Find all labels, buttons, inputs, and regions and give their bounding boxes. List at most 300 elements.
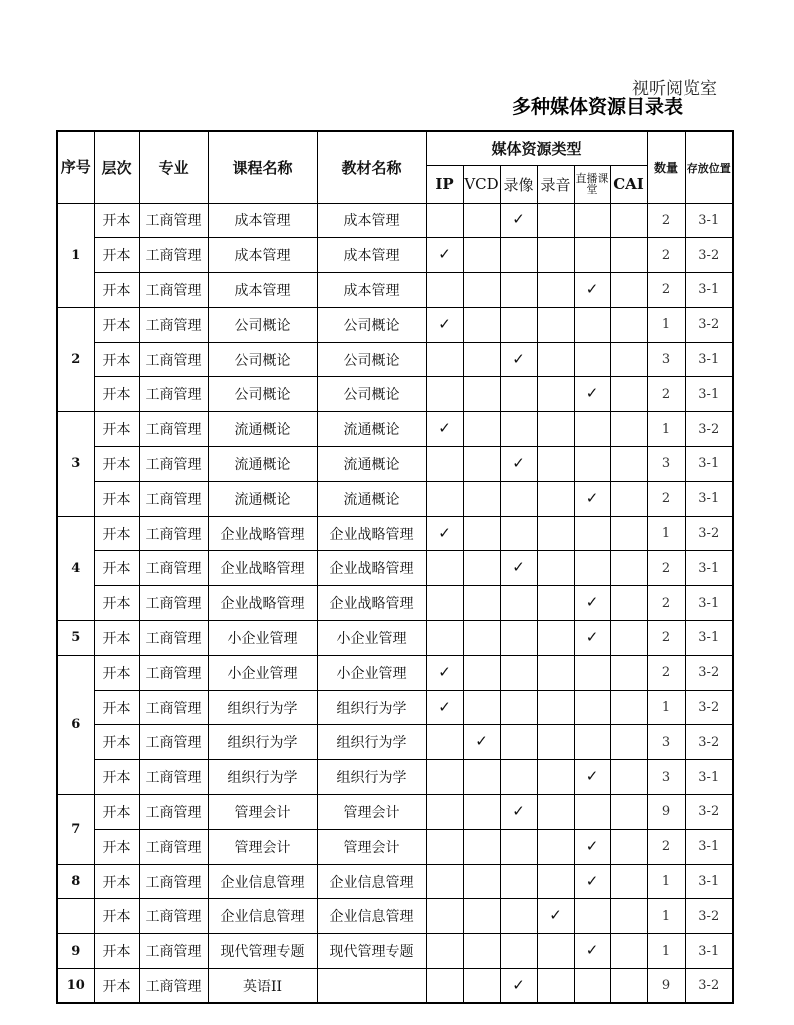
cell-media [537,829,574,864]
cell-media [574,412,610,447]
cell-major: 工商管理 [139,829,208,864]
cell-level: 开本 [94,447,139,482]
cell-media [463,412,500,447]
col-header-textbook: 教材名称 [317,131,426,203]
cell-course: 成本管理 [208,238,317,273]
cell-media [537,412,574,447]
cell-major: 工商管理 [139,516,208,551]
cell-major: 工商管理 [139,412,208,447]
cell-major: 工商管理 [139,934,208,969]
cell-level: 开本 [94,551,139,586]
cell-textbook: 流通概论 [317,412,426,447]
cell-media [537,238,574,273]
cell-quantity: 3 [647,447,685,482]
cell-quantity: 3 [647,725,685,760]
cell-major: 工商管理 [139,795,208,830]
media-type-vcd: VCD [463,165,500,203]
cell-media [610,412,647,447]
cell-media [537,969,574,1004]
cell-media [463,307,500,342]
cell-quantity: 1 [647,307,685,342]
cell-media [426,969,463,1004]
cell-course: 组织行为学 [208,760,317,795]
check-mark-icon: ✓ [585,384,599,403]
cell-media [574,934,610,969]
col-header-quantity: 数量 [647,131,685,203]
cell-media [463,273,500,308]
table-row [57,829,733,864]
resource-catalog-table [56,130,734,1004]
cell-textbook: 企业信息管理 [317,899,426,934]
cell-course: 公司概论 [208,377,317,412]
check-mark-icon: ✓ [512,558,525,577]
cell-textbook: 企业信息管理 [317,864,426,899]
check-mark-icon: ✓ [438,662,451,681]
cell-level: 开本 [94,377,139,412]
check-mark-icon: ✓ [585,767,599,786]
cell-media [426,795,463,830]
cell-media [610,969,647,1004]
cell-media [574,516,610,551]
cell-media [426,760,463,795]
cell-level: 开本 [94,586,139,621]
cell-media [574,969,610,1004]
cell-location: 3-2 [685,725,733,760]
table-row [57,899,733,934]
cell-textbook: 企业战略管理 [317,551,426,586]
cell-quantity: 1 [647,864,685,899]
cell-media [426,586,463,621]
cell-media [610,864,647,899]
check-mark-icon: ✓ [585,279,599,298]
cell-major: 工商管理 [139,307,208,342]
check-mark-icon: ✓ [585,627,599,646]
cell-media [426,342,463,377]
cell-media [574,481,610,516]
cell-media [610,690,647,725]
group-seq: 3 [57,412,94,516]
table-row [57,621,733,656]
cell-textbook: 企业战略管理 [317,586,426,621]
cell-major: 工商管理 [139,273,208,308]
cell-level: 开本 [94,412,139,447]
cell-course: 流通概论 [208,447,317,482]
group-seq: 9 [57,934,94,969]
cell-quantity: 9 [647,969,685,1004]
cell-media [610,899,647,934]
check-mark-icon: ✓ [585,593,599,612]
cell-quantity: 2 [647,481,685,516]
cell-quantity: 2 [647,273,685,308]
cell-quantity: 1 [647,516,685,551]
cell-major: 工商管理 [139,203,208,238]
cell-textbook: 公司概论 [317,307,426,342]
cell-media [463,551,500,586]
check-mark-icon: ✓ [512,349,525,368]
cell-media [426,655,463,690]
check-mark-icon: ✓ [585,488,599,507]
cell-media [463,377,500,412]
cell-major: 工商管理 [139,621,208,656]
cell-media [500,829,537,864]
department-label: 视听阅览室 [632,79,717,99]
col-header-level: 层次 [94,131,139,203]
cell-media [426,551,463,586]
cell-course: 管理会计 [208,795,317,830]
cell-location: 3-1 [685,447,733,482]
cell-major: 工商管理 [139,725,208,760]
cell-course: 企业战略管理 [208,586,317,621]
group-seq: 6 [57,655,94,794]
table-row [57,795,733,830]
cell-media [574,864,610,899]
table-row [57,655,733,690]
cell-course: 流通概论 [208,481,317,516]
cell-media [463,238,500,273]
cell-media [500,412,537,447]
table-row [57,725,733,760]
cell-location: 3-2 [685,238,733,273]
check-mark-icon: ✓ [438,697,451,716]
group-seq: 2 [57,307,94,411]
cell-media [537,516,574,551]
cell-media [537,307,574,342]
cell-textbook: 企业战略管理 [317,516,426,551]
cell-media [574,795,610,830]
cell-location: 3-2 [685,655,733,690]
table-row [57,760,733,795]
table-row [57,516,733,551]
group-seq: 4 [57,516,94,620]
cell-media [426,481,463,516]
table-row [57,307,733,342]
page-title: 多种媒体资源目录表 [512,96,684,118]
cell-media [463,969,500,1004]
cell-media [537,760,574,795]
cell-quantity: 2 [647,203,685,238]
cell-media [500,969,537,1004]
cell-media [537,655,574,690]
cell-media [426,899,463,934]
cell-media [426,725,463,760]
cell-media [610,551,647,586]
cell-media [537,481,574,516]
table-row [57,342,733,377]
check-mark-icon: ✓ [438,314,451,333]
cell-media [537,864,574,899]
cell-media [463,342,500,377]
cell-media [537,586,574,621]
cell-location: 3-1 [685,203,733,238]
cell-media [500,342,537,377]
cell-location: 3-1 [685,342,733,377]
cell-quantity: 2 [647,829,685,864]
cell-media [500,551,537,586]
cell-course: 公司概论 [208,307,317,342]
cell-level: 开本 [94,864,139,899]
cell-media [574,307,610,342]
col-header-location: 存放位置 [685,131,733,203]
cell-level: 开本 [94,621,139,656]
cell-media [500,795,537,830]
cell-course: 企业战略管理 [208,516,317,551]
cell-media [426,447,463,482]
cell-location: 3-1 [685,273,733,308]
cell-level: 开本 [94,238,139,273]
cell-media [610,342,647,377]
check-mark-icon: ✓ [512,975,525,994]
table-row [57,412,733,447]
cell-media [426,621,463,656]
cell-course: 小企业管理 [208,655,317,690]
cell-media [537,899,574,934]
cell-course: 企业战略管理 [208,551,317,586]
cell-media [574,377,610,412]
cell-media [610,934,647,969]
cell-media [500,516,537,551]
cell-course: 组织行为学 [208,725,317,760]
cell-course: 流通概论 [208,412,317,447]
cell-level: 开本 [94,760,139,795]
cell-location: 3-1 [685,481,733,516]
cell-media [463,203,500,238]
table-row [57,377,733,412]
cell-course: 企业信息管理 [208,899,317,934]
cell-quantity: 1 [647,899,685,934]
cell-media [500,377,537,412]
group-seq [57,899,94,934]
cell-media [426,690,463,725]
cell-level: 开本 [94,516,139,551]
cell-media [574,342,610,377]
cell-quantity: 3 [647,760,685,795]
cell-textbook: 组织行为学 [317,760,426,795]
check-mark-icon: ✓ [585,836,599,855]
cell-textbook: 流通概论 [317,447,426,482]
media-type-live-class: 直播课堂 [574,165,610,203]
catalog-body [57,203,733,1003]
cell-media [426,412,463,447]
cell-media [610,238,647,273]
cell-media [426,516,463,551]
cell-media [500,725,537,760]
cell-media [463,655,500,690]
check-mark-icon: ✓ [475,732,488,751]
cell-location: 3-1 [685,586,733,621]
cell-quantity: 2 [647,655,685,690]
cell-major: 工商管理 [139,342,208,377]
cell-media [463,899,500,934]
cell-quantity: 3 [647,342,685,377]
cell-media [500,690,537,725]
table-row [57,690,733,725]
media-type-ip: IP [426,165,463,203]
cell-course: 现代管理专题 [208,934,317,969]
cell-location: 3-1 [685,377,733,412]
cell-location: 3-2 [685,516,733,551]
group-seq: 5 [57,621,94,656]
cell-media [537,725,574,760]
table-row [57,238,733,273]
cell-level: 开本 [94,969,139,1004]
cell-quantity: 2 [647,377,685,412]
cell-media [610,655,647,690]
cell-textbook [317,969,426,1004]
cell-quantity: 9 [647,795,685,830]
cell-quantity: 2 [647,621,685,656]
col-header-media-group: 媒体资源类型 [426,131,647,165]
cell-course: 成本管理 [208,203,317,238]
cell-major: 工商管理 [139,551,208,586]
check-mark-icon: ✓ [585,871,599,890]
media-type-cai: CAI [610,165,647,203]
cell-course: 企业信息管理 [208,864,317,899]
table-row [57,551,733,586]
cell-major: 工商管理 [139,655,208,690]
cell-media [463,795,500,830]
cell-media [463,760,500,795]
cell-level: 开本 [94,829,139,864]
cell-major: 工商管理 [139,690,208,725]
cell-media [463,690,500,725]
cell-media [537,934,574,969]
check-mark-icon: ✓ [512,453,525,472]
cell-media [574,690,610,725]
check-mark-icon: ✓ [438,245,451,264]
cell-media [610,516,647,551]
cell-media [426,377,463,412]
cell-media [500,481,537,516]
cell-media [426,864,463,899]
cell-media [574,551,610,586]
cell-quantity: 1 [647,412,685,447]
cell-textbook: 成本管理 [317,273,426,308]
cell-major: 工商管理 [139,586,208,621]
cell-location: 3-1 [685,934,733,969]
cell-textbook: 管理会计 [317,829,426,864]
cell-course: 成本管理 [208,273,317,308]
cell-media [574,725,610,760]
cell-media [537,690,574,725]
cell-quantity: 2 [647,551,685,586]
cell-media [574,829,610,864]
cell-location: 3-2 [685,969,733,1004]
cell-media [463,829,500,864]
cell-media [500,934,537,969]
cell-course: 小企业管理 [208,621,317,656]
cell-media [574,655,610,690]
check-mark-icon: ✓ [512,210,525,229]
col-header-major: 专业 [139,131,208,203]
group-seq: 8 [57,864,94,899]
cell-media [500,864,537,899]
cell-textbook: 管理会计 [317,795,426,830]
cell-media [463,621,500,656]
cell-media [610,203,647,238]
cell-level: 开本 [94,481,139,516]
check-mark-icon: ✓ [438,523,451,542]
cell-quantity: 2 [647,238,685,273]
cell-media [426,238,463,273]
table-row [57,864,733,899]
cell-location: 3-2 [685,412,733,447]
cell-media [610,307,647,342]
cell-media [610,621,647,656]
table-row [57,273,733,308]
cell-major: 工商管理 [139,447,208,482]
cell-media [500,273,537,308]
cell-media [426,934,463,969]
cell-media [500,307,537,342]
cell-location: 3-2 [685,307,733,342]
cell-media [574,621,610,656]
cell-location: 3-2 [685,899,733,934]
cell-media [463,934,500,969]
cell-quantity: 1 [647,934,685,969]
cell-textbook: 组织行为学 [317,690,426,725]
cell-media [537,377,574,412]
cell-major: 工商管理 [139,760,208,795]
cell-media [426,307,463,342]
cell-media [574,447,610,482]
table-row [57,481,733,516]
cell-media [500,238,537,273]
cell-level: 开本 [94,690,139,725]
cell-level: 开本 [94,899,139,934]
cell-level: 开本 [94,273,139,308]
cell-media [500,899,537,934]
cell-media [463,864,500,899]
header-row [57,131,733,165]
cell-media [463,516,500,551]
cell-textbook: 公司概论 [317,342,426,377]
cell-media [537,621,574,656]
cell-media [610,760,647,795]
cell-course: 英语II [208,969,317,1004]
cell-course: 组织行为学 [208,690,317,725]
col-header-seq: 序号 [57,131,94,203]
cell-media [463,725,500,760]
cell-textbook: 小企业管理 [317,621,426,656]
cell-location: 3-1 [685,864,733,899]
check-mark-icon: ✓ [549,906,562,925]
cell-media [574,586,610,621]
cell-course: 管理会计 [208,829,317,864]
cell-media [610,586,647,621]
cell-media [574,899,610,934]
cell-textbook: 组织行为学 [317,725,426,760]
cell-major: 工商管理 [139,864,208,899]
cell-media [537,203,574,238]
cell-level: 开本 [94,307,139,342]
cell-media [500,586,537,621]
cell-major: 工商管理 [139,899,208,934]
cell-textbook: 成本管理 [317,238,426,273]
cell-location: 3-1 [685,829,733,864]
cell-media [610,725,647,760]
cell-location: 3-1 [685,621,733,656]
table-row [57,934,733,969]
cell-textbook: 成本管理 [317,203,426,238]
cell-level: 开本 [94,725,139,760]
cell-course: 公司概论 [208,342,317,377]
cell-media [500,760,537,795]
cell-media [610,377,647,412]
check-mark-icon: ✓ [438,419,451,438]
table-row [57,969,733,1004]
cell-textbook: 公司概论 [317,377,426,412]
cell-textbook: 现代管理专题 [317,934,426,969]
